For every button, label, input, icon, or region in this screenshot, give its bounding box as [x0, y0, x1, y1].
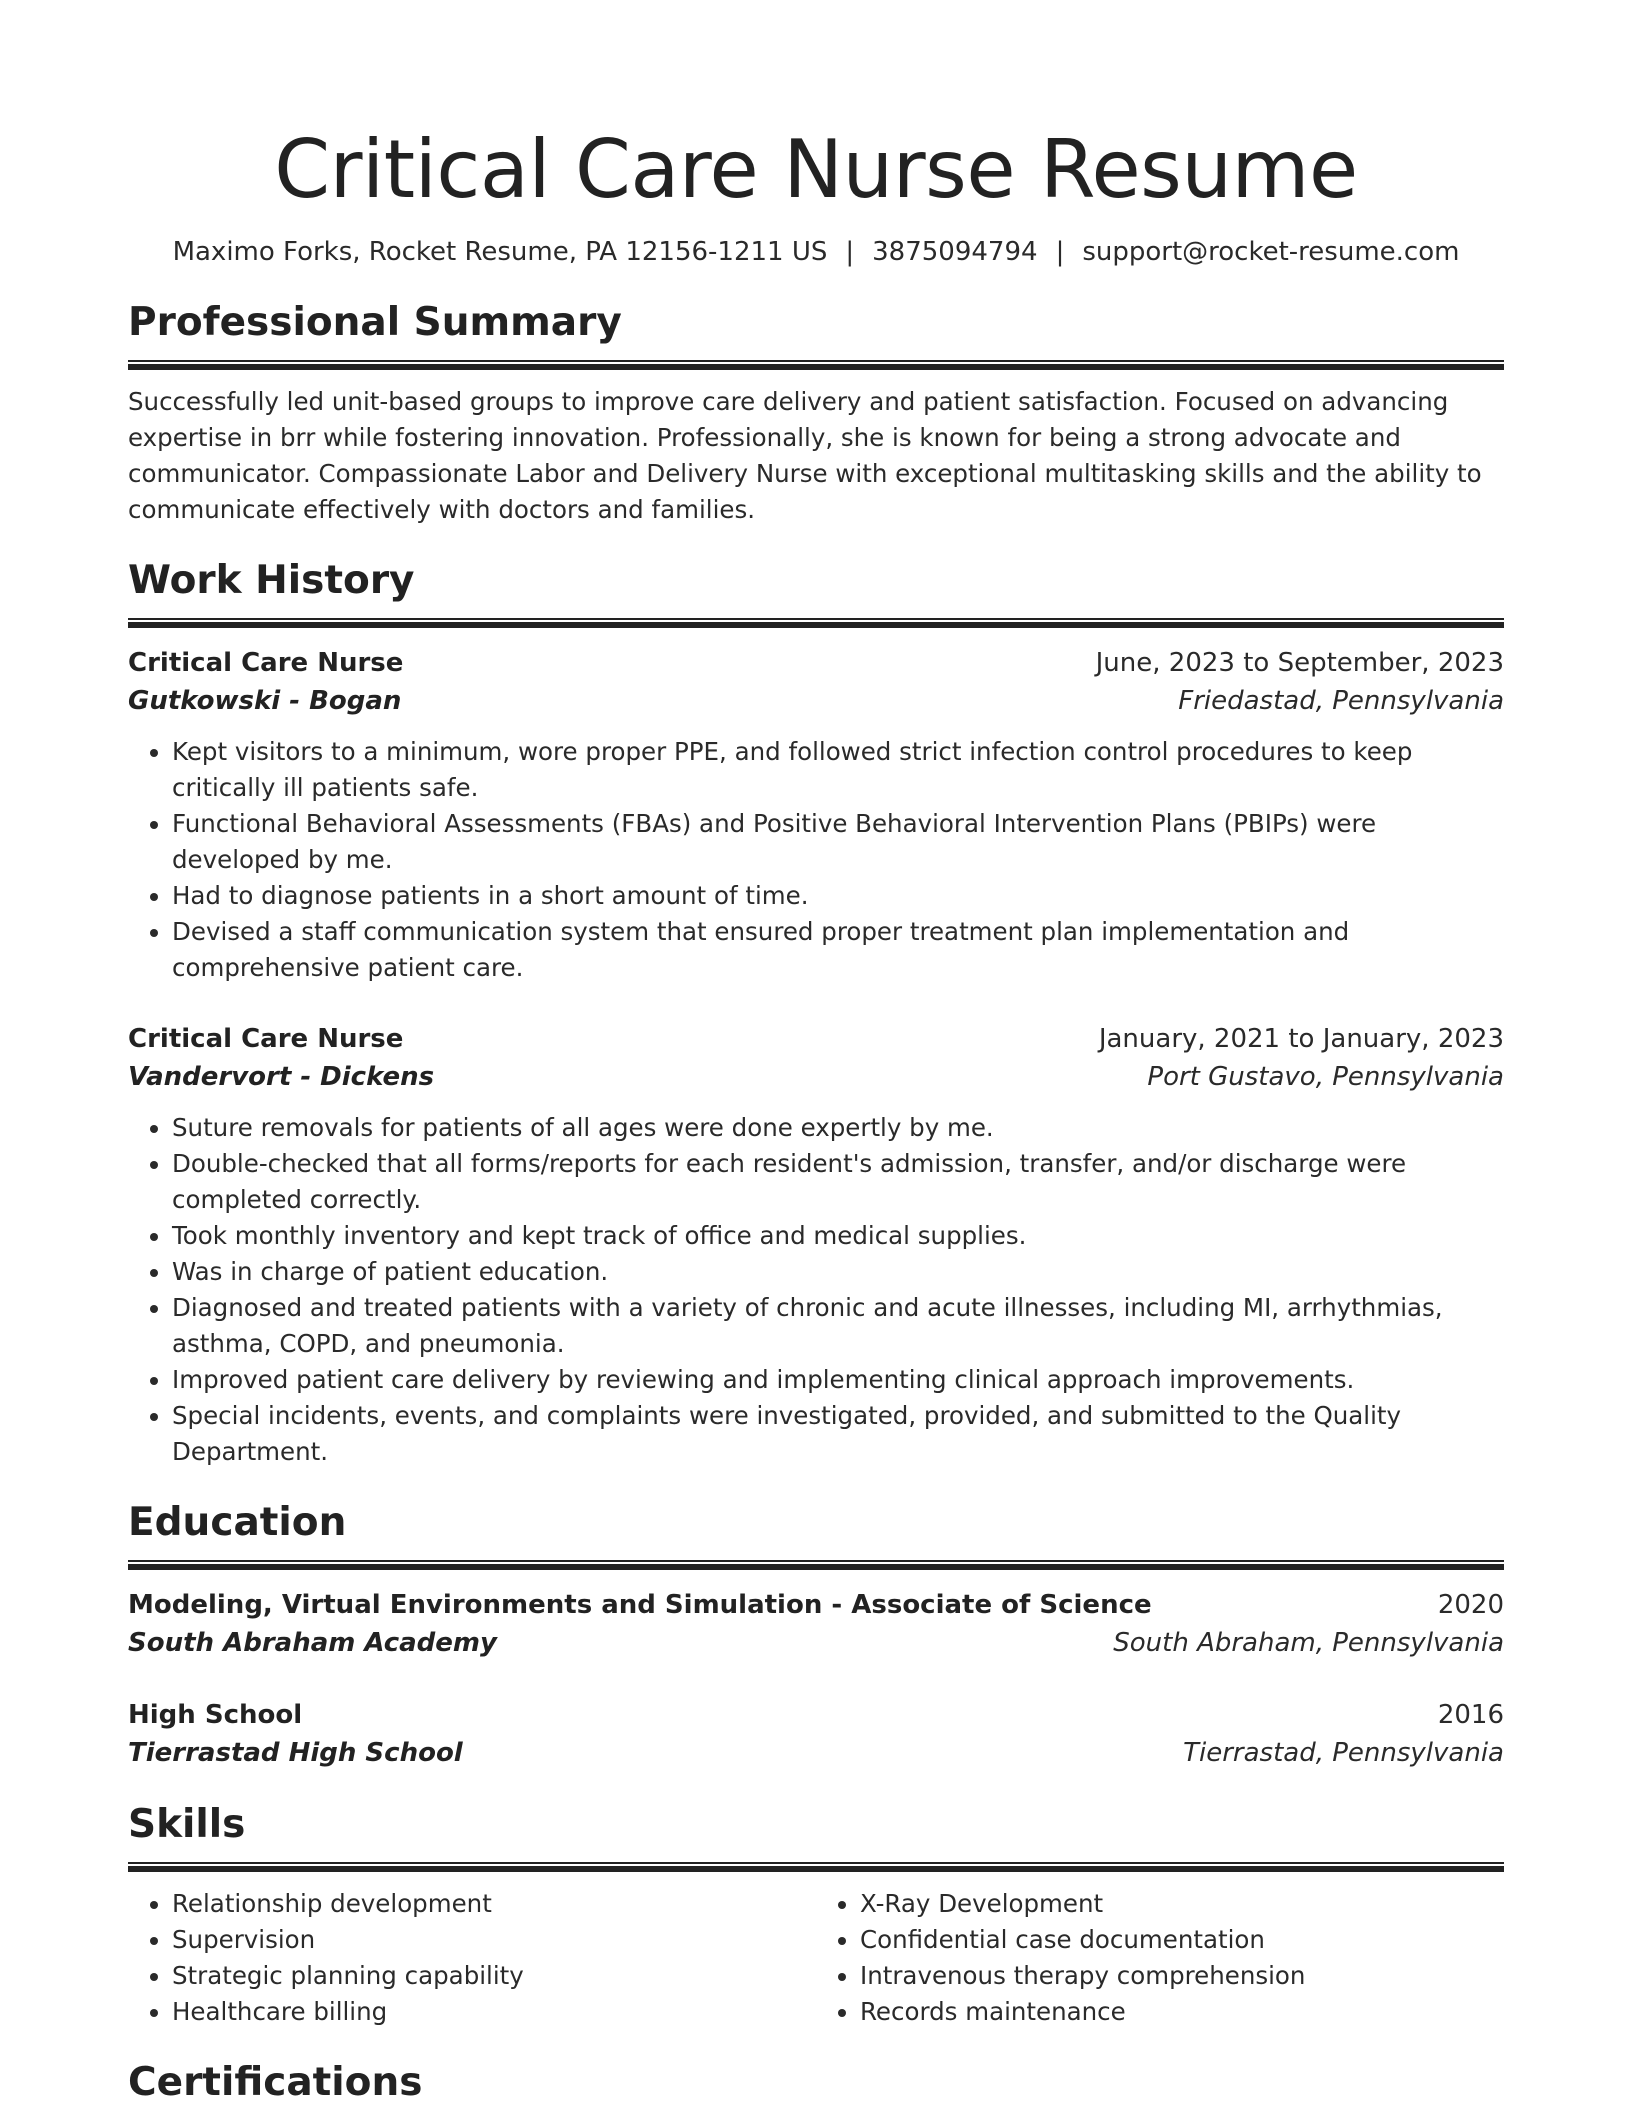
education-entry [128, 1696, 1504, 1772]
job-bullets [128, 1110, 1504, 1470]
skill-item: • Intravenous therapy comprehension [860, 1958, 1504, 1994]
section-divider [128, 1862, 1504, 1872]
job-location: Port Gustavo, Pennsylvania [1147, 1062, 1504, 1092]
skill-item: • Relationship development [172, 1886, 816, 1922]
education-degree: Modeling, Virtual Environments and Simulation - Associate of Science [128, 1590, 1152, 1620]
section-heading-work: Work History [128, 558, 415, 603]
list-item: • Took monthly inventory and kept track of office and medical supplies. [172, 1218, 1504, 1254]
contact-phone: 3875094794 [872, 237, 1038, 267]
skills-list-left [128, 1886, 816, 2030]
section-heading-summary: Professional Summary [128, 300, 622, 345]
list-item: • Devised a staff communication system that ensured proper treatment plan implementation and comprehensive patient care. [172, 914, 1504, 986]
job-bullets [128, 734, 1504, 986]
skills-list-right [816, 1886, 1504, 2030]
section-heading-skills: Skills [128, 1802, 246, 1847]
resume-title: Critical Care Nurse Resume [274, 123, 1358, 216]
contact-separator: | [845, 237, 855, 267]
list-item: • Suture removals for patients of all ages were done expertly by me. [172, 1110, 1504, 1146]
skill-item: • Records maintenance [860, 1994, 1504, 2030]
list-item: • Special incidents, events, and complaints were investigated, provided, and submitted to the Quality Department. [172, 1398, 1504, 1470]
list-item: • Was in charge of patient education. [172, 1254, 1504, 1290]
work-section [128, 556, 1504, 1470]
education-entry [128, 1586, 1504, 1662]
contact-address: Maximo Forks, Rocket Resume, PA 12156-1211 US [172, 237, 828, 267]
skill-item: • X-Ray Development [860, 1886, 1504, 1922]
education-degree: High School [128, 1700, 303, 1730]
certifications-section [128, 2058, 1504, 2108]
education-year: 2016 [1437, 1700, 1504, 1730]
contact-email[interactable]: support@rocket-resume.com [1082, 237, 1460, 267]
job-dates: June, 2023 to September, 2023 [1095, 648, 1504, 678]
section-heading-education: Education [128, 1500, 347, 1545]
education-section [128, 1498, 1504, 1772]
education-location: Tierrastad, Pennsylvania [1183, 1738, 1504, 1768]
section-divider [128, 360, 1504, 370]
list-item: • Double-checked that all forms/reports for each resident's admission, transfer, and/or discharge were completed correctly. [172, 1146, 1504, 1218]
summary-text: Successfully led unit-based groups to improve care delivery and patient satisfaction. Focused on advancing expertise in brr while fostering innovation. Professionally, she is known for being a strong advocate and communicator. Compassionate Labor and Delivery Nurse with exceptional multitasking skills and the ability to communicate effectively with doctors and families. [128, 387, 1482, 524]
contact-line [128, 234, 1504, 270]
skill-item: • Confidential case documentation [860, 1922, 1504, 1958]
skill-item: • Supervision [172, 1922, 816, 1958]
job-location: Friedastad, Pennsylvania [1178, 686, 1504, 716]
skills-columns [128, 1886, 1504, 2030]
contact-separator: | [1055, 237, 1065, 267]
education-school: South Abraham Academy [128, 1628, 497, 1658]
section-divider [128, 1560, 1504, 1570]
job-title: Critical Care Nurse [128, 648, 404, 678]
section-divider [128, 618, 1504, 628]
skill-item: • Strategic planning capability [172, 1958, 816, 1994]
job-company: Vandervort - Dickens [128, 1062, 435, 1092]
education-school: Tierrastad High School [128, 1738, 463, 1768]
list-item: • Had to diagnose patients in a short amount of time. [172, 878, 1504, 914]
list-item: • Functional Behavioral Assessments (FBAs) and Positive Behavioral Intervention Plans (PBIPs) were developed by me. [172, 806, 1504, 878]
skill-item: • Healthcare billing [172, 1994, 816, 2030]
list-item: • Improved patient care delivery by reviewing and implementing clinical approach improvements. [172, 1362, 1504, 1398]
list-item: • Kept visitors to a minimum, wore proper PPE, and followed strict infection control procedures to keep critically ill patients safe. [172, 734, 1504, 806]
job-title: Critical Care Nurse [128, 1024, 404, 1054]
job-entry [128, 1020, 1504, 1470]
education-location: South Abraham, Pennsylvania [1113, 1628, 1504, 1658]
job-dates: January, 2021 to January, 2023 [1098, 1024, 1504, 1054]
section-heading-certifications: Certifications [128, 2060, 423, 2105]
job-entry [128, 644, 1504, 986]
education-year: 2020 [1437, 1590, 1504, 1620]
summary-section [128, 298, 1504, 528]
list-item: • Diagnosed and treated patients with a variety of chronic and acute illnesses, including MI, arrhythmias, asthma, COPD, and pneumonia. [172, 1290, 1504, 1362]
skills-section [128, 1800, 1504, 2030]
job-company: Gutkowski - Bogan [128, 686, 402, 716]
